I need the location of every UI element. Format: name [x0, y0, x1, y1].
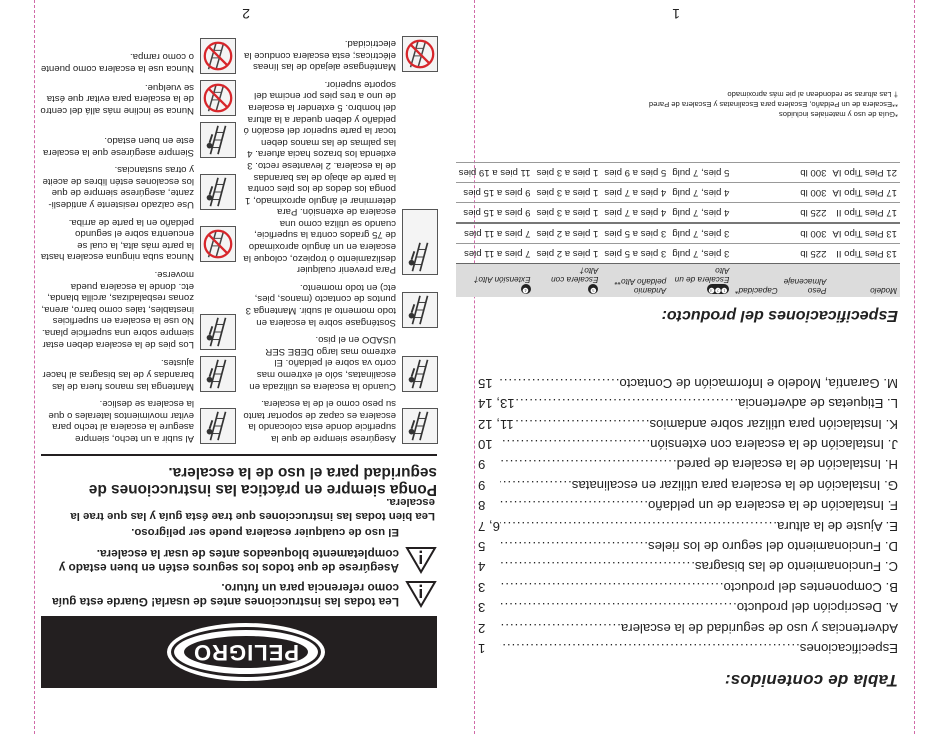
safety-illustration [402, 356, 438, 392]
prohibited-icon [201, 81, 235, 115]
spec-cell: 1 pies a 3 pies [534, 203, 602, 224]
toc-label: F. Instalación de la escalera de un peldaño [647, 498, 898, 514]
toc-label: E. Ajuste de la altura [777, 518, 898, 534]
toc-label: A. Descripción del producto [736, 600, 898, 616]
safety-illustration [402, 408, 438, 444]
toc-page: 9 [478, 457, 486, 473]
spec-cell: 5 pies a 9 pies [601, 163, 669, 183]
safety-illustration [200, 38, 236, 74]
toc-leader [500, 372, 619, 392]
toc-label: K. Instalación para utilizar sobre andamios [649, 416, 898, 432]
safety-item [40, 268, 236, 349]
spec-row [456, 163, 900, 183]
spec-header-capacity: Capacidad* [732, 264, 780, 298]
toc-page: 3 [478, 579, 486, 595]
danger-banner [41, 616, 437, 688]
toc-leader [500, 638, 800, 658]
crop-line-left [914, 0, 915, 734]
spec-header-with: ❺ Escalera con Alto† [534, 264, 602, 298]
ladder-icon [201, 175, 235, 209]
safety-text: Mantenga las manos fuera de las barandas y de las bisagras al hacer ajustes. [42, 357, 194, 392]
toc-leader [500, 434, 650, 454]
page-number: 1 [672, 6, 680, 22]
spec-cell: 13 Pies Tipo IA [829, 223, 900, 244]
toc-page: 4 [478, 559, 486, 575]
danger-logo-text: PELIGRO [184, 636, 308, 668]
safety-headline: Ponga siempre en práctica las instrucciones de seguridad para el uso de la escalera. [88, 464, 437, 498]
safety-item [242, 78, 438, 275]
toc-label: H. Instalación de la escalera de pared [676, 457, 898, 473]
safety-illustration [200, 122, 236, 158]
ladder-icon [201, 315, 235, 349]
spec-row [456, 223, 900, 244]
toc-page: 1 [478, 641, 486, 656]
spec-cell: 17 Pies Tipo II [829, 203, 900, 224]
safety-illustration [200, 356, 236, 392]
ladder-icon [403, 293, 437, 327]
spec-cell: 11 pies a 19 pies [456, 163, 534, 183]
ladder-icon [403, 357, 437, 391]
ladder-icon [403, 409, 437, 443]
toc-label: C. Funcionamiento de las bisagras [694, 559, 898, 575]
spec-cell: 3 pies a 5 pies [601, 244, 669, 264]
toc-row [478, 536, 898, 556]
page-contents [458, 0, 910, 734]
spec-cell-empty [732, 163, 780, 183]
toc-leader [500, 474, 572, 494]
safety-item [242, 281, 438, 327]
spec-cell: 9 pies a 15 pies [456, 203, 534, 224]
spec-header-one-step: ❶❷❸ Escalera de un Alto [669, 264, 732, 298]
spec-cell: 13 Pies Tipo II [829, 244, 900, 264]
toc-row [478, 434, 898, 454]
safety-illustration [200, 226, 236, 262]
ladder-icon [201, 409, 235, 443]
spec-table [456, 162, 900, 297]
toc-row [478, 474, 898, 494]
toc-page: 15 [478, 375, 493, 391]
toc-label: D. Funcionamiento del seguro de los rieles [648, 538, 898, 554]
toc-leader [500, 556, 695, 576]
spec-footnotes [478, 90, 898, 119]
spec-cell: 17 Pies Tipo IA [829, 183, 900, 203]
spec-row [456, 203, 900, 224]
toc-row [478, 372, 898, 392]
prohibited-icon [403, 37, 437, 71]
toc-page: 10 [478, 436, 493, 452]
spec-header-scaffold: Andamio peldaño Alto** [601, 264, 669, 298]
toc-label: L. Etiquetas de advertencia [738, 396, 898, 412]
spec-cell: 4 pies, 7 pulg [669, 183, 732, 203]
safety-text: Nunca se incline más allá del centro de la escalera para evitar que ésta se vuelque. [40, 81, 194, 116]
ladder-icon [201, 123, 235, 157]
toc-leader [500, 576, 724, 596]
toc-row [478, 393, 898, 413]
toc-leader [500, 495, 648, 515]
danger-notice: El uso de cualquier escalera puede ser peligroso. [131, 526, 399, 538]
ladder-icon [201, 357, 235, 391]
safety-text: Nunca suba ninguna escalera hasta la parte más alta, la cual se encuentra sobre el segundo peldaño en la parte de arriba. [40, 216, 194, 263]
safety-illustration [402, 209, 438, 275]
spec-cell: 300 lb [781, 223, 830, 244]
safety-text: Al subir a un techo, siempre asegure la escalera al techo para evitar movimientos laterales o que la escalera se deslice. [48, 398, 194, 444]
toc-label: J. Instalación de la escalera con extensión [650, 436, 898, 452]
safety-item [40, 164, 236, 210]
toc-label: M. Garantía, Modelo e Información de Contacto [619, 375, 898, 391]
spec-header-model: Modelo [829, 264, 900, 298]
spec-cell: 300 lb [781, 183, 830, 203]
spec-cell: 9 pies a 15 pies [456, 183, 534, 203]
spec-cell: 7 pies a 11 pies [456, 223, 534, 244]
toc-title: Tabla de contenidos: [724, 671, 898, 690]
footnote: *Guía de uso y materiales incluidos [778, 110, 898, 119]
safety-text: Para prevenir cualquier deslizamiento ó tropiezo, coloque la escalera en un ángulo aproximado de 75 grados contra la superficie, cuando se utiliza como una escalera de extensión. Para determinar el ángulo aproximado, 1 ponga los dedos de los pies contra la parte de abajo de las barandas de la escalera. 2 levantese recto. 3 extienda los brazos hacia afuera. 4 las palmas de las manos deben tocar la parte superior del escalón ó peldaño y deben quedar a la altura del hombro. 5 extender la escalera de uno a tres pies por encima del soporte superior. [243, 78, 396, 276]
safety-item [40, 80, 236, 116]
toc-leader [514, 413, 650, 433]
spec-cell: 21 Pies Tipo IA [829, 163, 900, 183]
spec-cell: 4 pies a 7 pies [601, 203, 669, 224]
spec-row [456, 183, 900, 203]
toc-page: 8 [478, 498, 486, 514]
spec-cell: 1 pies a 3 pies [534, 183, 602, 203]
toc-label: B. Componentes del producto [723, 579, 898, 595]
toc-page: 3 [478, 600, 486, 616]
badge-123: ❶❷❸ [708, 286, 728, 293]
spec-cell: 1 pies a 3 pies [534, 163, 602, 183]
toc-row [478, 617, 898, 637]
toc-leader [500, 515, 777, 535]
safety-item [40, 122, 236, 158]
toc-row [478, 638, 898, 658]
safety-item [242, 36, 438, 72]
divider [41, 454, 437, 456]
safety-item [242, 334, 438, 392]
spec-header-weight: Peso Almacenaje [781, 264, 830, 298]
crop-line-right [34, 0, 35, 734]
spec-cell: 7 pies a 11 pies [456, 244, 534, 264]
safety-text: Nunca use la escalera como puente o como rampa. [40, 51, 194, 74]
spec-cell: 1 pies a 2 pies [534, 223, 602, 244]
spec-cell: 1 pies a 2 pies [534, 244, 602, 264]
spec-cell: 3 pies, 7 pulg [669, 244, 732, 264]
toc-row [478, 495, 898, 515]
toc-leader [500, 617, 621, 637]
spec-cell: 4 pies, 7 pulg [669, 203, 732, 224]
spec-cell: 225 lb [781, 203, 830, 224]
spec-cell: 3 pies, 7 pulg [669, 223, 732, 244]
read-all-notice: Lea bien todas las instrucciones que trae ésta guía y las que trae la escalera. [70, 496, 435, 522]
spec-header-extension: ❹ Extensión Alto† [456, 264, 534, 298]
safety-illustration [200, 314, 236, 350]
safety-column-right [40, 32, 236, 444]
page-safety [40, 0, 440, 734]
page-number: 2 [242, 6, 250, 22]
spec-cell: 4 pies a 7 pies [601, 183, 669, 203]
footnote: † Las alturas se redondean al pie más aproximado [727, 90, 898, 100]
safety-text: Siempre asegúrese que la escalera este en buen estado. [43, 135, 194, 158]
safety-item [40, 398, 236, 444]
safety-illustration [200, 174, 236, 210]
toc-row [478, 576, 898, 596]
toc-page: 2 [478, 620, 486, 636]
safety-item [40, 38, 236, 74]
spec-cell: 225 lb [781, 244, 830, 264]
safety-text: Manténgase alejado de las líneas eléctricas; esta escalera conduce la electricidad. [244, 38, 396, 73]
safety-illustration [200, 408, 236, 444]
spec-cell-empty [732, 203, 780, 224]
safety-text: Asegúrese siempre de que la superficie donde esta colocando la escalera es capaz de soportar tanto su peso como el de la escalera. [243, 398, 396, 444]
spec-cell: 5 pies, 7 pulg [669, 163, 732, 183]
safety-item [242, 398, 438, 444]
warning-triangle-icon [405, 580, 437, 608]
spec-title: Especificaciones del producto: [661, 307, 898, 324]
spec-cell: 300 lb [781, 163, 830, 183]
safety-text: Los pies de la escalera deben estar siempre sobre una superficie plana. No use la escalera en superficies inestables, tales como barro, arena, zonas resbaladizas, arcilla blanda, etc. donde la escalera pueda moverse. [41, 269, 194, 350]
safety-column-left [242, 30, 438, 444]
toc-row [478, 454, 898, 474]
safety-illustration [200, 80, 236, 116]
toc-page: 9 [478, 477, 486, 493]
table-of-contents [478, 372, 898, 658]
footnote: **Escalera de un Peldaño, Escalera para Escalinatas y Escalera de Pared [648, 100, 898, 110]
toc-page: 13, 14 [478, 396, 515, 412]
toc-leader [500, 597, 737, 617]
toc-page: 5 [478, 538, 486, 554]
warning-triangle-icon [405, 546, 437, 574]
warning-read-instructions: Lea todas las instrucciones antes de usarla! Guarde esta guía como referencia para un futuro. [41, 580, 437, 608]
prohibited-icon [201, 39, 235, 73]
warning-locks: Asegúrese de que todos los seguros estén en buen estado y completamente bloqueados antes de usar la escalera. [41, 546, 437, 574]
toc-page: 6, 7 [478, 518, 500, 534]
danger-logo [171, 627, 321, 677]
prohibited-icon [201, 227, 235, 261]
toc-leader [500, 454, 677, 474]
badge-5: ❺ [590, 286, 597, 293]
safety-illustration [402, 292, 438, 328]
safety-text: Sosténgase sobre la escalera en todo momento al subir. Mantenga 3 puntos de contacto (manos, pies, etc) en todo momento. [245, 281, 396, 328]
safety-text: Use calzado resistente y antidesli-zante, asegúrese siempre de que los escalones estén libres de aceite y otras sustancias. [42, 164, 194, 211]
ladder-icon [403, 240, 437, 274]
spec-cell-empty [732, 223, 780, 244]
toc-row [478, 597, 898, 617]
safety-item [40, 216, 236, 262]
spec-row [456, 244, 900, 264]
toc-row [478, 556, 898, 576]
toc-page: 11, 12 [478, 416, 514, 432]
toc-label: G. Instalación de la escalera para utilizar en escalinatas [571, 477, 898, 493]
toc-row [478, 515, 898, 535]
safety-illustration [402, 36, 438, 72]
toc-label: Especificaciones [799, 641, 898, 656]
badge-4: ❹ [522, 286, 529, 293]
toc-leader [500, 536, 648, 556]
spec-cell-empty [732, 244, 780, 264]
safety-item [40, 356, 236, 392]
toc-row [478, 413, 898, 433]
toc-label: Advertencias y uso de seguridad de la escalera [620, 620, 898, 636]
toc-leader [515, 393, 739, 413]
safety-text: Cuando la escalera es utilizada en escalinatas, sólo el extremo mas corto va sobre el peldaño. El extremo mas largo DEBE SER USADO en el piso. [249, 334, 396, 392]
spec-cell-empty [732, 183, 780, 203]
spec-cell: 3 pies a 5 pies [601, 223, 669, 244]
